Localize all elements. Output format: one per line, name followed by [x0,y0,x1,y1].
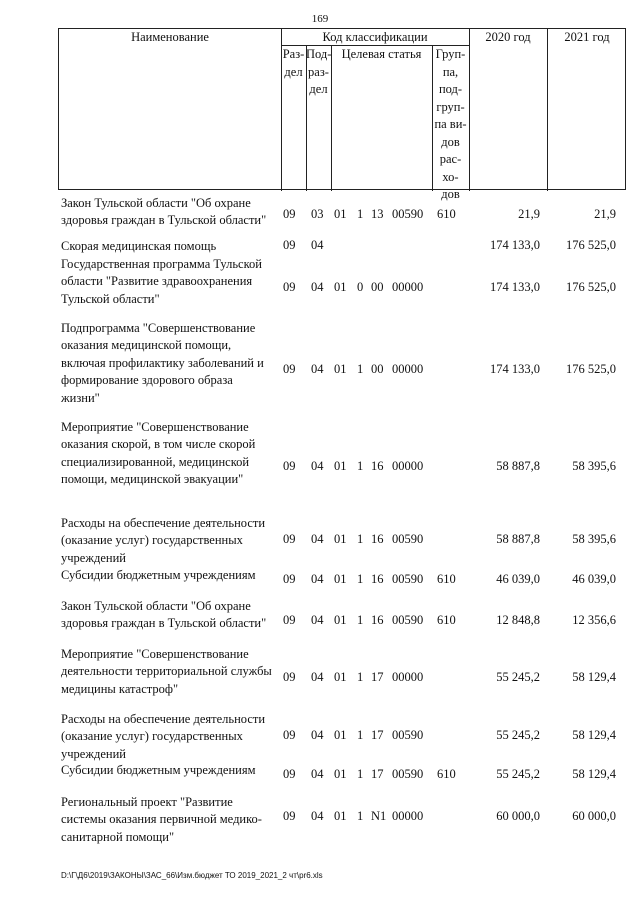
row-direction: 00000 [392,459,424,473]
header-year-2020: 2020 год [485,30,531,44]
row-podrazdel: 03 [311,207,324,221]
row-podrazdel: 04 [311,532,324,546]
row-podrazdel: 04 [311,613,324,627]
header-divider [331,46,332,191]
row-direction: 00590 [392,207,424,221]
row-amount-2021: 176 525,0 [566,238,616,252]
row-program: 01 [334,613,347,627]
row-amount-2020: 174 133,0 [490,362,540,376]
header-divider [469,29,470,191]
row-program: 01 [334,459,347,473]
row-podrazdel: 04 [311,809,324,823]
row-program: 01 [334,670,347,684]
row-event: 16 [371,613,384,627]
row-subprogram: 1 [357,767,364,781]
row-amount-2020: 46 039,0 [496,572,540,586]
header-divider [432,46,433,191]
row-razdel: 09 [283,809,296,823]
row-amount-2021: 58 129,4 [572,728,616,742]
row-program: 01 [334,728,347,742]
row-podrazdel: 04 [311,362,324,376]
row-subprogram: 1 [357,459,364,473]
row-amount-2021: 12 356,6 [572,613,616,627]
row-direction: 00000 [392,809,424,823]
row-name: Субсидии бюджетным учреждениям [61,568,256,582]
row-program: 01 [334,207,347,221]
header-podrazdel: Под- раз- дел [306,47,332,96]
header-razdel: Раз- дел [282,47,305,79]
row-razdel: 09 [283,280,296,294]
row-name: Расходы на обеспечение деятельности (оказание услуг) государственных учреждений [61,712,266,761]
row-amount-2020: 58 887,8 [496,532,540,546]
row-amount-2021: 176 525,0 [566,280,616,294]
row-amount-2020: 55 245,2 [496,728,540,742]
row-podrazdel: 04 [311,280,324,294]
row-direction: 00000 [392,362,424,376]
row-subprogram: 1 [357,532,364,546]
row-name: Региональный проект "Развитие системы оказания первичной медико-санитарной помощи" [61,795,262,844]
row-direction: 00000 [392,280,424,294]
row-amount-2021: 21,9 [594,207,616,221]
row-razdel: 09 [283,670,296,684]
row-razdel: 09 [283,362,296,376]
row-amount-2020: 174 133,0 [490,238,540,252]
header-celevaya: Целевая статья [341,47,422,61]
row-program: 01 [334,532,347,546]
row-direction: 00590 [392,767,424,781]
row-amount-2020: 21,9 [518,207,540,221]
row-podrazdel: 04 [311,728,324,742]
row-subprogram: 1 [357,809,364,823]
header-gruppa: Груп- па, под- груп- па ви- дов рас- хо- дов [434,47,467,201]
row-event: 00 [371,362,384,376]
row-subprogram: 1 [357,362,364,376]
row-expense-type: 610 [437,767,456,781]
row-razdel: 09 [283,238,296,252]
row-podrazdel: 04 [311,767,324,781]
row-direction: 00590 [392,532,424,546]
row-name: Подпрограмма "Совершенствование оказания медицинской помощи, включая профилактику заболеваний и формирование здорового образа жизни" [61,321,264,405]
row-amount-2021: 58 395,6 [572,459,616,473]
row-event: 17 [371,767,384,781]
row-direction: 00000 [392,670,424,684]
row-event: 13 [371,207,384,221]
row-expense-type: 610 [437,572,456,586]
row-podrazdel: 04 [311,670,324,684]
header-divider [281,29,282,191]
header-divider [281,45,469,46]
row-amount-2020: 55 245,2 [496,767,540,781]
row-razdel: 09 [283,207,296,221]
row-razdel: 09 [283,459,296,473]
row-name: Мероприятие "Совершенствование деятельности территориальной службы медицины катастроф" [61,647,272,696]
row-amount-2021: 46 039,0 [572,572,616,586]
row-event: 16 [371,532,384,546]
row-name: Мероприятие "Совершенствование оказания скорой, в том числе скорой специализированной, медицинской помощи, медицинской эвакуации" [61,420,256,487]
row-program: 01 [334,362,347,376]
header-divider [306,46,307,191]
row-event: 16 [371,572,384,586]
row-amount-2021: 58 129,4 [572,767,616,781]
row-name: Закон Тульской области "Об охране здоровья граждан в Тульской области" [61,196,267,228]
row-podrazdel: 04 [311,459,324,473]
row-event: 17 [371,728,384,742]
header-year-2021: 2021 год [564,30,610,44]
row-program: 01 [334,767,347,781]
row-razdel: 09 [283,613,296,627]
row-program: 01 [334,572,347,586]
row-amount-2021: 58 395,6 [572,532,616,546]
row-event: 00 [371,280,384,294]
header-name: Наименование [131,30,209,44]
row-amount-2020: 55 245,2 [496,670,540,684]
row-razdel: 09 [283,728,296,742]
row-name: Государственная программа Тульской области "Развитие здравоохранения Тульской области" [61,257,262,306]
row-amount-2020: 58 887,8 [496,459,540,473]
row-podrazdel: 04 [311,572,324,586]
header-divider [547,29,548,191]
row-podrazdel: 04 [311,238,324,252]
row-razdel: 09 [283,532,296,546]
row-expense-type: 610 [437,613,456,627]
row-name: Скорая медицинская помощь [61,239,217,253]
row-amount-2020: 174 133,0 [490,280,540,294]
row-subprogram: 1 [357,728,364,742]
row-name: Закон Тульской области "Об охране здоровья граждан в Тульской области" [61,599,267,631]
row-subprogram: 1 [357,613,364,627]
row-direction: 00590 [392,572,424,586]
row-expense-type: 610 [437,207,456,221]
row-program: 01 [334,280,347,294]
row-subprogram: 1 [357,670,364,684]
row-subprogram: 1 [357,207,364,221]
row-amount-2020: 60 000,0 [496,809,540,823]
row-subprogram: 0 [357,280,364,294]
row-name: Расходы на обеспечение деятельности (оказание услуг) государственных учреждений [61,516,266,565]
table-header [58,28,626,201]
row-program: 01 [334,809,347,823]
row-event: N1 [371,809,387,823]
row-event: 16 [371,459,384,473]
row-subprogram: 1 [357,572,364,586]
row-amount-2021: 58 129,4 [572,670,616,684]
page-number: 169 [311,13,329,25]
row-event: 17 [371,670,384,684]
row-direction: 00590 [392,613,424,627]
row-direction: 00590 [392,728,424,742]
row-amount-2020: 12 848,8 [496,613,540,627]
header-code-classification: Код классификации [322,30,428,44]
row-name: Субсидии бюджетным учреждениям [61,763,256,777]
row-razdel: 09 [283,767,296,781]
file-path-footer: D:\Г\Д6\2019\ЗАКОНЫ\ЗАС_66\Изм.бюджет ТО 2019_2021_2 чт\pr6.xls [61,871,323,880]
row-amount-2021: 60 000,0 [572,809,616,823]
row-amount-2021: 176 525,0 [566,362,616,376]
row-razdel: 09 [283,572,296,586]
